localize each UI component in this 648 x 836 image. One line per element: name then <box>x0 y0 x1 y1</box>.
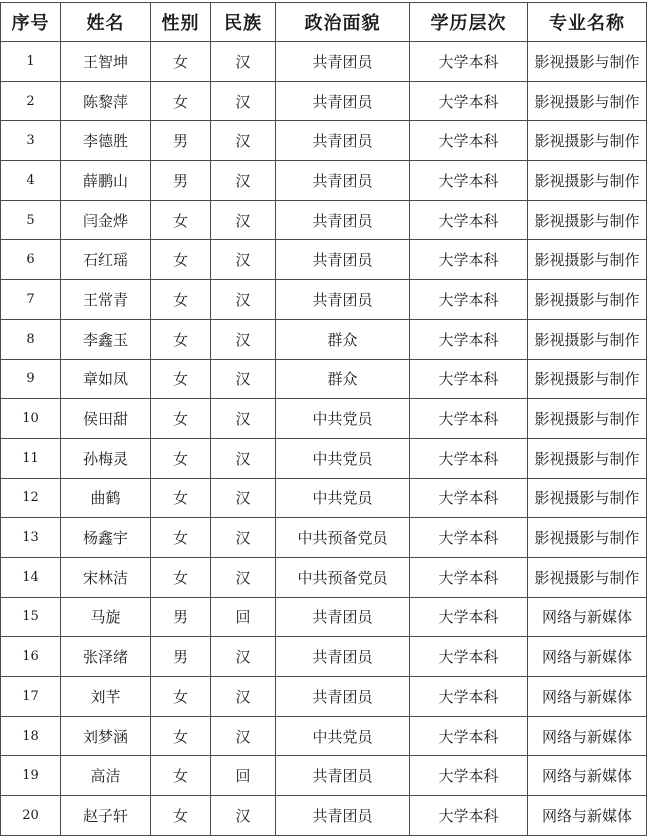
cell-education-level: 大学本科 <box>410 161 528 201</box>
cell-ethnicity: 汉 <box>211 478 276 518</box>
cell-index: 6 <box>1 240 61 280</box>
table-row <box>1 319 647 359</box>
cell-education-level: 大学本科 <box>410 319 528 359</box>
cell-name: 高洁 <box>61 756 151 796</box>
cell-gender: 女 <box>151 280 211 320</box>
cell-name: 张泽绪 <box>61 637 151 677</box>
cell-name: 刘芊 <box>61 677 151 717</box>
header-gender: 性别 <box>151 3 211 42</box>
cell-education-level: 大学本科 <box>410 81 528 121</box>
cell-gender: 男 <box>151 597 211 637</box>
cell-name: 石红瑶 <box>61 240 151 280</box>
cell-education-level: 大学本科 <box>410 637 528 677</box>
cell-gender: 女 <box>151 756 211 796</box>
cell-gender: 女 <box>151 796 211 836</box>
cell-ethnicity: 汉 <box>211 161 276 201</box>
roster-body <box>1 42 647 836</box>
cell-name: 刘梦涵 <box>61 716 151 756</box>
cell-gender: 女 <box>151 677 211 717</box>
cell-ethnicity: 汉 <box>211 557 276 597</box>
cell-political-status: 中共预备党员 <box>276 518 410 558</box>
cell-ethnicity: 汉 <box>211 359 276 399</box>
cell-political-status: 共青团员 <box>276 756 410 796</box>
cell-political-status: 中共党员 <box>276 438 410 478</box>
cell-gender: 女 <box>151 518 211 558</box>
table-row <box>1 42 647 82</box>
cell-political-status: 共青团员 <box>276 637 410 677</box>
cell-gender: 女 <box>151 557 211 597</box>
cell-education-level: 大学本科 <box>410 399 528 439</box>
cell-political-status: 中共党员 <box>276 716 410 756</box>
table-row <box>1 200 647 240</box>
cell-education-level: 大学本科 <box>410 677 528 717</box>
table-row <box>1 677 647 717</box>
cell-ethnicity: 汉 <box>211 438 276 478</box>
cell-political-status: 中共预备党员 <box>276 557 410 597</box>
cell-major: 影视摄影与制作 <box>528 319 647 359</box>
cell-ethnicity: 汉 <box>211 121 276 161</box>
table-row <box>1 438 647 478</box>
cell-index: 1 <box>1 42 61 82</box>
cell-gender: 女 <box>151 319 211 359</box>
cell-political-status: 共青团员 <box>276 677 410 717</box>
cell-political-status: 共青团员 <box>276 161 410 201</box>
cell-major: 网络与新媒体 <box>528 796 647 836</box>
cell-major: 影视摄影与制作 <box>528 42 647 82</box>
cell-gender: 女 <box>151 478 211 518</box>
cell-ethnicity: 汉 <box>211 240 276 280</box>
cell-education-level: 大学本科 <box>410 42 528 82</box>
cell-education-level: 大学本科 <box>410 200 528 240</box>
cell-major: 影视摄影与制作 <box>528 399 647 439</box>
table-row <box>1 359 647 399</box>
cell-index: 14 <box>1 557 61 597</box>
cell-gender: 男 <box>151 637 211 677</box>
cell-index: 17 <box>1 677 61 717</box>
cell-major: 影视摄影与制作 <box>528 359 647 399</box>
table-row <box>1 399 647 439</box>
cell-major: 影视摄影与制作 <box>528 81 647 121</box>
header-education-level: 学历层次 <box>410 3 528 42</box>
roster-sheet <box>0 2 646 836</box>
table-row <box>1 796 647 836</box>
cell-name: 李鑫玉 <box>61 319 151 359</box>
cell-gender: 女 <box>151 716 211 756</box>
cell-major: 网络与新媒体 <box>528 716 647 756</box>
cell-education-level: 大学本科 <box>410 597 528 637</box>
cell-ethnicity: 回 <box>211 756 276 796</box>
cell-major: 影视摄影与制作 <box>528 280 647 320</box>
cell-education-level: 大学本科 <box>410 280 528 320</box>
table-row <box>1 637 647 677</box>
table-row <box>1 478 647 518</box>
cell-index: 16 <box>1 637 61 677</box>
cell-ethnicity: 回 <box>211 597 276 637</box>
cell-education-level: 大学本科 <box>410 478 528 518</box>
header-name: 姓名 <box>61 3 151 42</box>
cell-political-status: 群众 <box>276 319 410 359</box>
cell-ethnicity: 汉 <box>211 399 276 439</box>
cell-gender: 女 <box>151 240 211 280</box>
cell-name: 赵子轩 <box>61 796 151 836</box>
cell-index: 4 <box>1 161 61 201</box>
table-row <box>1 518 647 558</box>
cell-index: 19 <box>1 756 61 796</box>
cell-index: 2 <box>1 81 61 121</box>
cell-education-level: 大学本科 <box>410 121 528 161</box>
cell-gender: 女 <box>151 200 211 240</box>
cell-major: 网络与新媒体 <box>528 756 647 796</box>
cell-index: 20 <box>1 796 61 836</box>
cell-political-status: 群众 <box>276 359 410 399</box>
cell-index: 9 <box>1 359 61 399</box>
cell-education-level: 大学本科 <box>410 557 528 597</box>
cell-ethnicity: 汉 <box>211 319 276 359</box>
cell-education-level: 大学本科 <box>410 756 528 796</box>
cell-ethnicity: 汉 <box>211 81 276 121</box>
table-row <box>1 756 647 796</box>
cell-index: 8 <box>1 319 61 359</box>
cell-political-status: 共青团员 <box>276 597 410 637</box>
cell-name: 李德胜 <box>61 121 151 161</box>
cell-index: 10 <box>1 399 61 439</box>
cell-ethnicity: 汉 <box>211 42 276 82</box>
cell-major: 影视摄影与制作 <box>528 518 647 558</box>
cell-gender: 女 <box>151 359 211 399</box>
table-row <box>1 121 647 161</box>
cell-gender: 女 <box>151 42 211 82</box>
cell-index: 11 <box>1 438 61 478</box>
cell-education-level: 大学本科 <box>410 796 528 836</box>
cell-education-level: 大学本科 <box>410 518 528 558</box>
cell-education-level: 大学本科 <box>410 240 528 280</box>
header-index: 序号 <box>1 3 61 42</box>
cell-political-status: 中共党员 <box>276 399 410 439</box>
cell-ethnicity: 汉 <box>211 637 276 677</box>
cell-major: 影视摄影与制作 <box>528 161 647 201</box>
table-row <box>1 240 647 280</box>
cell-major: 影视摄影与制作 <box>528 240 647 280</box>
cell-major: 网络与新媒体 <box>528 677 647 717</box>
cell-political-status: 共青团员 <box>276 42 410 82</box>
cell-name: 王智坤 <box>61 42 151 82</box>
header-row <box>1 3 647 42</box>
cell-name: 薛鹏山 <box>61 161 151 201</box>
header-political-status: 政治面貌 <box>276 3 410 42</box>
cell-name: 孙梅灵 <box>61 438 151 478</box>
cell-major: 影视摄影与制作 <box>528 557 647 597</box>
student-roster-table <box>0 2 647 836</box>
cell-index: 15 <box>1 597 61 637</box>
cell-ethnicity: 汉 <box>211 200 276 240</box>
cell-political-status: 共青团员 <box>276 240 410 280</box>
cell-major: 网络与新媒体 <box>528 637 647 677</box>
cell-political-status: 共青团员 <box>276 81 410 121</box>
cell-gender: 男 <box>151 121 211 161</box>
cell-index: 5 <box>1 200 61 240</box>
table-row <box>1 597 647 637</box>
cell-name: 章如凤 <box>61 359 151 399</box>
cell-ethnicity: 汉 <box>211 677 276 717</box>
table-row <box>1 81 647 121</box>
cell-political-status: 共青团员 <box>276 121 410 161</box>
cell-name: 陈黎萍 <box>61 81 151 121</box>
cell-index: 3 <box>1 121 61 161</box>
header-major: 专业名称 <box>528 3 647 42</box>
cell-major: 影视摄影与制作 <box>528 478 647 518</box>
cell-gender: 女 <box>151 438 211 478</box>
cell-index: 12 <box>1 478 61 518</box>
cell-political-status: 共青团员 <box>276 796 410 836</box>
table-row <box>1 557 647 597</box>
cell-index: 13 <box>1 518 61 558</box>
cell-major: 影视摄影与制作 <box>528 438 647 478</box>
cell-name: 王常青 <box>61 280 151 320</box>
table-row <box>1 716 647 756</box>
cell-ethnicity: 汉 <box>211 280 276 320</box>
cell-political-status: 中共党员 <box>276 478 410 518</box>
cell-major: 影视摄影与制作 <box>528 121 647 161</box>
cell-major: 影视摄影与制作 <box>528 200 647 240</box>
cell-gender: 女 <box>151 81 211 121</box>
cell-major: 网络与新媒体 <box>528 597 647 637</box>
cell-education-level: 大学本科 <box>410 438 528 478</box>
cell-education-level: 大学本科 <box>410 716 528 756</box>
cell-education-level: 大学本科 <box>410 359 528 399</box>
cell-ethnicity: 汉 <box>211 796 276 836</box>
cell-name: 杨鑫宇 <box>61 518 151 558</box>
table-row <box>1 280 647 320</box>
cell-ethnicity: 汉 <box>211 518 276 558</box>
cell-ethnicity: 汉 <box>211 716 276 756</box>
cell-index: 18 <box>1 716 61 756</box>
table-row <box>1 161 647 201</box>
cell-index: 7 <box>1 280 61 320</box>
cell-political-status: 共青团员 <box>276 280 410 320</box>
cell-gender: 女 <box>151 399 211 439</box>
cell-name: 马旋 <box>61 597 151 637</box>
cell-name: 曲鹤 <box>61 478 151 518</box>
cell-name: 闫金烨 <box>61 200 151 240</box>
header-ethnicity: 民族 <box>211 3 276 42</box>
cell-name: 宋林洁 <box>61 557 151 597</box>
cell-gender: 男 <box>151 161 211 201</box>
cell-political-status: 共青团员 <box>276 200 410 240</box>
cell-name: 侯田甜 <box>61 399 151 439</box>
